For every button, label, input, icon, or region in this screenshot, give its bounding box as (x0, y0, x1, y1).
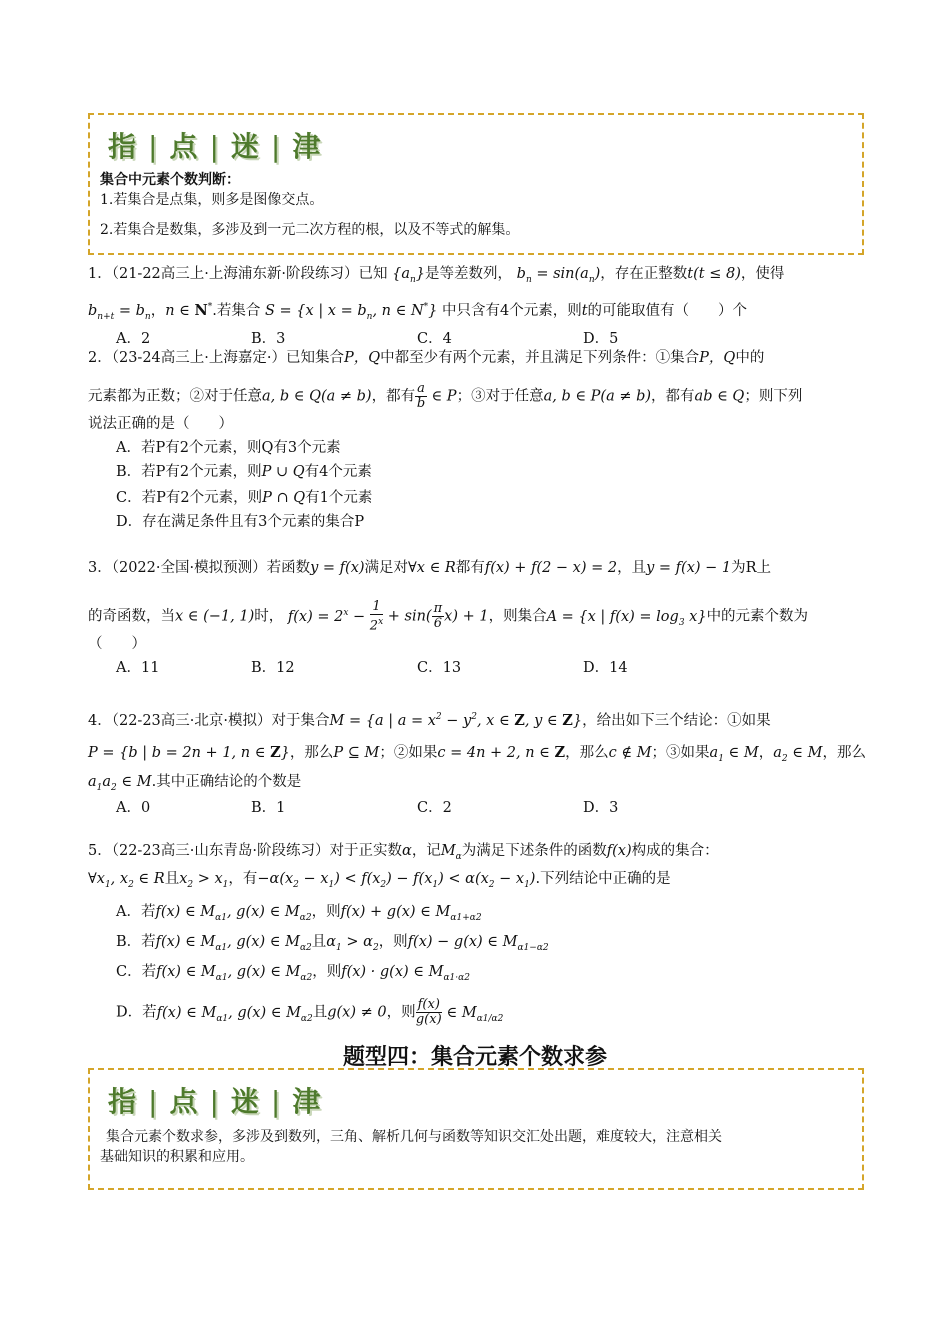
q4-option-c[interactable]: C．2 (417, 800, 452, 816)
math: $\forall x_1$, $x_2$ ∈ R (88, 871, 165, 890)
q5-option-c[interactable]: C．若f(x) ∈ $M_{\alpha 1}$, g(x) ∈ $M_{\alpha 2}$，则f(x) · g(x) ∈ $M_{\alpha 1\cdot\alpha 2}$ (116, 964, 470, 983)
math-fraction: $\frac{f(x)}{g(x)}$ (415, 997, 442, 1027)
q1-line-2: $b_{n+t} = b_n$，n ∈ N*.若集合 S = {x | $x = b_n$, n ∈ N*} 中只含有4个元素，则t的可能取值有（ ）个 (88, 301, 748, 322)
math: x) + 1 (444, 608, 489, 625)
math: c = 4n + 2, n ∈ Z (437, 744, 566, 761)
math: $\{a_n\}$ (392, 266, 426, 285)
math: t(t ≤ 8) (687, 266, 741, 282)
tips-banner: 指 | 点 | 迷 | 津 (108, 130, 323, 163)
q1-source: （21-22高三上·上海浦东新·阶段练习） (111, 266, 359, 282)
math: P ∩ Q (262, 490, 306, 506)
tips-line-1: 1.若集合是点集，则多是图像交点。 (100, 192, 324, 208)
math: n ∈ N* (165, 301, 213, 319)
tips-line-2: 2.若集合是数集，多涉及到一元二次方程的根，以及不等式的解集。 (100, 222, 520, 238)
q4-option-d[interactable]: D．3 (583, 800, 619, 816)
q3-option-c[interactable]: C．13 (417, 660, 462, 676)
math: ∀x ∈ R (408, 560, 456, 576)
q2-option-d[interactable]: D．存在满足条件且有3个元素的集合P (116, 514, 365, 530)
q5-option-b[interactable]: B．若f(x) ∈ $M_{\alpha 1}$, g(x) ∈ $M_{\alpha 2}$且$\alpha_1 > \alpha_2$，则f(x) − g(x) ∈ $M_{\alpha 1-\alpha 2}$ (116, 934, 549, 953)
tips-title: 集合中元素个数判断： (100, 172, 240, 188)
math: P，Q (344, 350, 381, 366)
math: P ∪ Q (261, 464, 305, 480)
q2-line-3: 说法正确的是（ ） (88, 416, 233, 432)
math: P = {b | b = 2n + 1, n ∈ Z} (88, 744, 290, 761)
math: ∈ $M_{\alpha 1/\alpha 2}$ (441, 1004, 504, 1024)
tips-box-2 (88, 1068, 864, 1190)
q3-option-a[interactable]: A．11 (116, 660, 160, 676)
math: x ∈ (−1, 1) (175, 608, 255, 625)
math: a, b ∈ P(a ≠ b) (543, 388, 652, 405)
math: $M_\alpha$ (440, 843, 462, 862)
q2-option-c[interactable]: C．若P有2个元素，则P ∩ Q有1个元素 (116, 490, 373, 506)
tips-box-1 (88, 113, 864, 255)
q1-line-1: 1．（21-22高三上·上海浦东新·阶段练习）已知 $\{a_n\}$是等差数列， $b_n = \sin(a_n)$，存在正整数t(t ≤ 8)，使得 (88, 266, 785, 285)
q3-line-2: 的奇函数，当x ∈ (−1, 1)时， $f(x) = 2^x$ − $\frac{1}{2^x}$ + sin( $\frac{\pi}{6}$ x) + 1，则集合A = {x | $f(x) = \log_3 x$}中的元素个数为 (88, 599, 809, 634)
math: a, b ∈ Q(a ≠ b) (262, 388, 372, 405)
math: M = {a | $a = x^2 - y^2$, x ∈ Z, y ∈ Z} (329, 711, 583, 729)
q5-source: （22-23高三·山东青岛·阶段练习） (111, 843, 330, 859)
math: $a_1$ ∈ M (709, 745, 759, 764)
math: + sin( (383, 608, 432, 625)
math: g(x) ≠ 0 (327, 1004, 387, 1021)
tips-banner: 指 | 点 | 迷 | 津 (108, 1085, 323, 1118)
math: f(x) · g(x) ∈ $M_{\alpha 1\cdot\alpha 2}$ (341, 964, 470, 983)
q5-line-1: 5．（22-23高三·山东青岛·阶段练习）对于正实数α，记$M_\alpha$为满足下述条件的函数f(x)构成的集合： (88, 843, 719, 862)
q3-source: （2022·全国·模拟预测） (111, 560, 267, 576)
math-fraction: $\frac{1}{2^x}$ (369, 599, 384, 634)
math: $b_n = \sin(a_n)$ (516, 266, 601, 285)
math: f(x) (606, 843, 632, 859)
math: $a_2$ ∈ M (773, 745, 823, 764)
q1-option-a[interactable]: A．2 (116, 331, 151, 347)
q4-option-b[interactable]: B．1 (251, 800, 286, 816)
q4-line-2: P = {b | b = 2n + 1, n ∈ Z}，那么P ⊆ M；②如果c = 4n + 2, n ∈ Z，那么c ∉ M；③如果$a_1$ ∈ M，$a_2$ ∈ M，那么 (88, 744, 866, 764)
q1-option-d[interactable]: D．5 (583, 331, 619, 347)
q3-option-b[interactable]: B．12 (251, 660, 295, 676)
math: f(x) + f(2 − x) = 2 (484, 560, 618, 576)
math: $a_1a_2$ ∈ M (88, 774, 152, 793)
math: f(x) + g(x) ∈ $M_{\alpha 1+\alpha 2}$ (340, 904, 482, 923)
math: P，Q (699, 350, 736, 366)
q3-line-1: 3．（2022·全国·模拟预测）若函数y = f(x)满足对∀x ∈ R都有f(x) + f(2 − x) = 2，且y = f(x) − 1为R上 (88, 560, 772, 576)
math: f(x) − g(x) ∈ $M_{\alpha 1-\alpha 2}$ (407, 934, 549, 953)
math: f(x) ∈ $M_{\alpha 1}$, g(x) ∈ $M_{\alpha 2}$ (155, 934, 312, 953)
q4-option-a[interactable]: A．0 (116, 800, 151, 816)
q4-source: （22-23高三·北京·模拟） (111, 712, 272, 729)
math: $-\alpha(x_2 - x_1) < f(x_2) - f(x_1) < \alpha(x_2 - x_1)$ (257, 871, 536, 890)
q5-option-d[interactable]: D．若f(x) ∈ $M_{\alpha 1}$, g(x) ∈ $M_{\alpha 2}$且g(x) ≠ 0，则 $\frac{f(x)}{g(x)}$ ∈ $M_{\alpha 1/\alpha 2}$ (116, 997, 504, 1027)
q5-line-2: $\forall x_1$, $x_2$ ∈ R且$x_2 > x_1$，有$-\alpha(x_2 - x_1) < f(x_2) - f(x_1) < \alpha(x_2 - x_1)$.下列结论中正确的是 (88, 871, 671, 890)
q2-source: （23-24高三上·上海嘉定·） (111, 350, 287, 366)
q3-line-3: （ ） (88, 636, 146, 652)
math: α (402, 843, 412, 859)
q2-line-1: 2．（23-24高三上·上海嘉定·）已知集合P，Q中都至少有两个元素，并且满足下列条件：①集合P，Q中的 (88, 350, 765, 366)
math: S = {x | $x = b_n$, n ∈ N*} (265, 302, 438, 322)
math: $\alpha_1 > \alpha_2$ (326, 934, 379, 953)
tips-line-1: 集合元素个数求参，多涉及到数列，三角、解析几何与函数等知识交汇处出题，难度较大，注意相关 (106, 1129, 722, 1145)
math: f(x) ∈ $M_{\alpha 1}$, g(x) ∈ $M_{\alpha 2}$ (156, 964, 313, 983)
math: c ∉ M (608, 745, 652, 761)
math: y = f(x) − 1 (646, 560, 732, 576)
math: ∈ P (426, 388, 457, 405)
q2-option-a[interactable]: A．若P有2个元素，则Q有3个元素 (116, 440, 341, 456)
q2-option-b[interactable]: B．若P有2个元素，则P ∪ Q有4个元素 (116, 464, 372, 480)
q3-option-d[interactable]: D．14 (583, 660, 628, 676)
math: f(x) ∈ $M_{\alpha 1}$, g(x) ∈ $M_{\alpha 2}$ (155, 904, 312, 923)
q1-option-b[interactable]: B．3 (251, 331, 286, 347)
math: f(x) ∈ $M_{\alpha 1}$, g(x) ∈ $M_{\alpha 2}$ (156, 1004, 313, 1024)
q4-line-3: $a_1a_2$ ∈ M.其中正确结论的个数是 (88, 774, 302, 793)
tips-line-2: 基础知识的积累和应用。 (100, 1149, 254, 1165)
q4-line-1: 4．（22-23高三·北京·模拟）对于集合M = {a | $a = x^2 - y^2$, x ∈ Z, y ∈ Z}，给出如下三个结论：①如果 (88, 711, 771, 729)
math: A = {x | $f(x) = \log_3 x$} (546, 608, 707, 628)
q5-option-a[interactable]: A．若f(x) ∈ $M_{\alpha 1}$, g(x) ∈ $M_{\alpha 2}$，则f(x) + g(x) ∈ $M_{\alpha 1+\alpha 2}$ (116, 904, 482, 923)
math: ab ∈ Q (694, 388, 745, 405)
math: P ⊆ M (333, 745, 380, 761)
math: $b_{n+t} = b_n$ (88, 302, 151, 322)
math-fraction: $\frac{\pi}{6}$ (433, 601, 443, 632)
math-fraction: $\frac{a}{b}$ (416, 381, 426, 411)
q2-line-2: 元素都为正数；②对于任意a, b ∈ Q(a ≠ b)，都有 $\frac{a}{b}$ ∈ P；③对于任意a, b ∈ P(a ≠ b)，都有ab ∈ Q；则下列 (88, 381, 803, 411)
math: t (581, 302, 588, 319)
math: $f(x) = 2^x$ − (287, 607, 370, 625)
section-heading: 题型四：集合元素个数求参 (342, 1045, 607, 1070)
q1-option-c[interactable]: C．4 (417, 331, 452, 347)
math: $x_2 > x_1$ (179, 871, 229, 890)
math: y = f(x) (310, 560, 365, 576)
